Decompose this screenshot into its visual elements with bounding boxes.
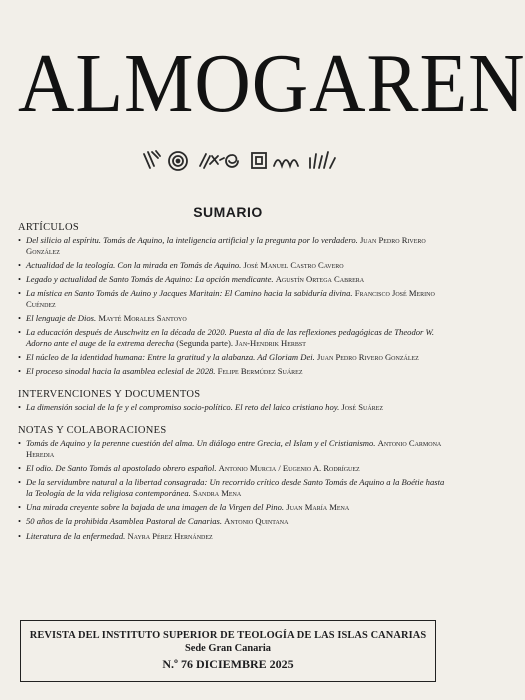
issue-number: N.º 76 DICIEMBRE 2025 — [162, 657, 294, 671]
publisher-box — [20, 620, 436, 682]
section-items — [18, 438, 448, 541]
list-item: • Literatura de la enfermedad. Nayra Pérez Hernández — [18, 530, 213, 541]
summary-heading: SUMARIO — [193, 204, 263, 220]
list-item: • Actualidad de la teología. Con la mirada en Tomás de Aquino. José Manuel Castro Cavero — [18, 259, 344, 270]
list-item: • Del silicio al espíritu. Tomás de Aquino, la inteligencia artificial y la pregunta por lo verdadero. Juan Pedro Rivero González — [18, 235, 426, 256]
list-item: • El proceso sinodal hacia la asamblea eclesial de 2028. Felipe Bermúdez Suárez — [18, 366, 303, 377]
petroglyph-symbols-icon — [140, 146, 340, 176]
section-items — [18, 235, 448, 377]
section-title: INTERVENCIONES Y DOCUMENTOS — [18, 389, 201, 401]
list-item: • Tomás de Aquino y la perenne cuestión del alma. Un diálogo entre Grecia, el Islam y el Cristianismo. Antonio Carmona Heredia — [18, 438, 442, 460]
section-title: NOTAS Y COLABORACIONES — [18, 425, 167, 437]
section-items — [18, 402, 448, 413]
list-item: • El núcleo de la identidad humana: Entre la gratitud y la alabanza. Ad Gloriam Dei. Juan Pedro Rivero González — [18, 351, 419, 362]
list-item: • El odio. De Santo Tomás al apostolado obrero español. Antonio Murcia / Eugenio A. Rodríguez — [18, 463, 360, 474]
publisher-location: Sede Gran Canaria — [184, 643, 271, 654]
publisher-name: REVISTA DEL INSTITUTO SUPERIOR DE TEOLOGÍA DE LAS ISLAS CANARIAS — [29, 630, 427, 641]
list-item: • Una mirada creyente sobre la bajada de una imagen de la Virgen del Pino. Juan María Mena — [18, 502, 350, 513]
journal-title: ALMOGAREN — [18, 37, 525, 130]
list-item: • De la servidumbre natural a la libertad consagrada: Un recorrido crítico desde Santo Tomás de Aquino a la Boétie hasta la Teología de la vida religiosa contemporánea. Sandra Mena — [18, 477, 445, 499]
list-item: • 50 años de la prohibida Asamblea Pastoral de Canarias. Antonio Quintana — [18, 516, 289, 527]
list-item: • La dimensión social de la fe y el compromiso socio-político. El reto del laico cristiano hoy. José Suárez — [18, 402, 383, 413]
list-item: • La educación después de Auschwitz en la década de 2020. Puesta al día de las reflexiones pedagógicas de Theodor W. Adorno ante el auge de la extrema derecha (Segunda parte). Jan-Hendrik Herbst — [18, 327, 435, 348]
table-of-contents — [18, 221, 448, 545]
list-item: • La mística en Santo Tomás de Auino y Jacques Maritain: El Camino hacia la sabiduría divina. Francisco José Merino Cuéndez — [18, 288, 435, 309]
list-item: • Legado y actualidad de Santo Tomás de Aquino: La opción mendicante. Agustín Ortega Cabrera — [18, 273, 365, 284]
section-title: ARTÍCULOS — [18, 222, 79, 233]
list-item: • El lenguaje de Dios. Mayté Morales Santoyo — [18, 312, 187, 323]
